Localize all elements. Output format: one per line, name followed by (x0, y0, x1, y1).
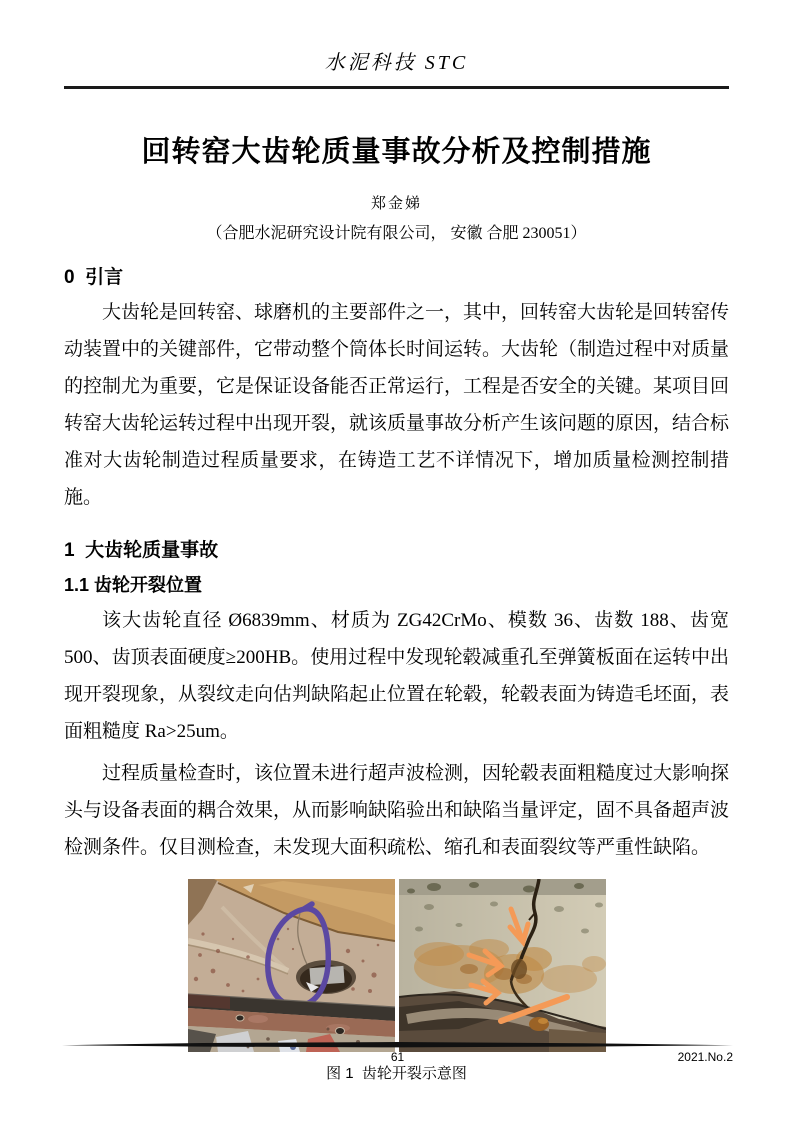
paragraph: 该大齿轮直径 Ø6839mm、材质为 ZG42CrMo、模数 36、齿数 188、齿宽 500、齿顶表面硬度≥200HB。使用过程中发现轮毂减重孔至弹簧板面在运转中出现开裂现象，从裂纹走向估判缺陷起止位置在轮毂，轮毂表面为铸造毛坯面，表面粗糙度 Ra>25um。 (64, 609, 730, 742)
subsection-heading-crack-location: 1.1 齿轮开裂位置 (64, 574, 203, 595)
paragraph: 大齿轮是回转窑、球磨机的主要部件之一，其中，回转窑大齿轮是回转窑传动装置中的关键部件，它带动整个筒体长时间运转。大齿轮（制造过程中对质量的控制尤为重要，它是保证设备能否正常运行，工程是否安全的关键。某项目回转窑大齿轮运转过程中出现开裂，就该质量事故分析产生该问题的原因，结合标准对大齿轮制造过程质量要求，在铸造工艺不详情况下，增加质量检测控制措施。 (64, 301, 730, 508)
page-number: 61 (390, 1050, 405, 1064)
section-heading-quality-accident: 1 大齿轮质量事故 (64, 539, 219, 561)
page-footer (62, 1042, 733, 1066)
article-title: 回转窑大齿轮质量事故分析及控制措施 (141, 135, 652, 168)
section-heading-intro: 0 引言 (64, 266, 124, 288)
crack-closeup-photo (399, 879, 606, 1052)
journal-running-head: 水泥科技 STC (324, 52, 469, 74)
article-author: 郑金娣 (370, 195, 422, 212)
issue-number: 2021.No.2 (677, 1050, 733, 1064)
header-rule (64, 86, 729, 89)
article-affiliation: （合肥水泥研究设计院有限公司， 安徽 合肥 230051） (206, 224, 587, 242)
figure-caption: 图 1 齿轮开裂示意图 (326, 1064, 467, 1082)
gear-hub-photo (188, 879, 395, 1052)
figure-photo-row (64, 879, 729, 1052)
paragraph: 过程质量检查时，该位置未进行超声波检测，因轮毂表面粗糙度过大影响探头与设备表面的耦合效果，从而影响缺陷验出和缺陷当量评定，固不具备超声波检测条件。仅目测检查，未发现大面积疏松、缩孔和表面裂纹等严重性缺陷。 (64, 762, 730, 858)
footer-rule (62, 1042, 733, 1048)
